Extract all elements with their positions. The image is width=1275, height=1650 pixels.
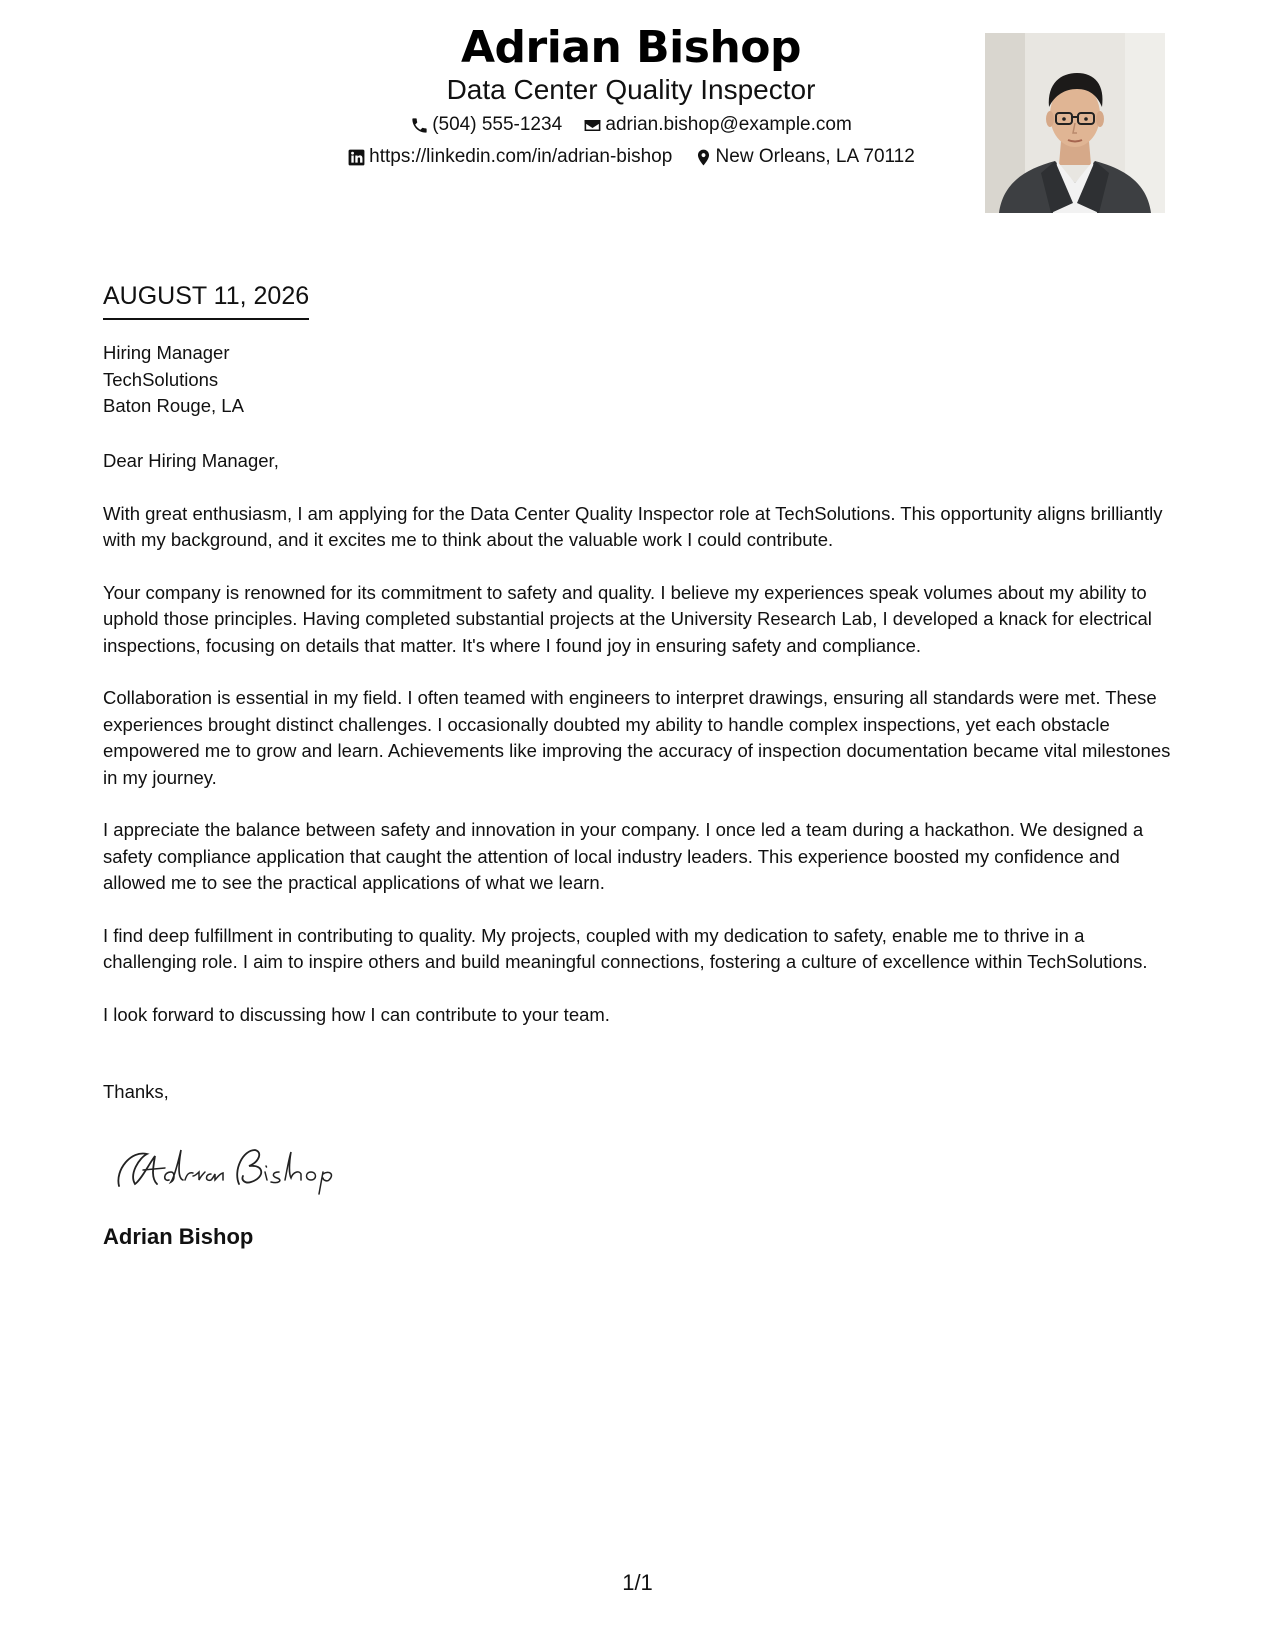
applicant-name: Adrian Bishop bbox=[460, 22, 802, 73]
recipient-block bbox=[103, 340, 244, 420]
phone-icon bbox=[410, 116, 429, 135]
contact-phone bbox=[410, 112, 562, 138]
map-pin-icon bbox=[694, 148, 713, 167]
signer-name: Adrian Bishop bbox=[103, 1224, 254, 1249]
email-text: adrian.bishop@example.com bbox=[605, 114, 852, 135]
salutation: Dear Hiring Manager, bbox=[103, 450, 279, 471]
closing-phrase: Thanks, bbox=[103, 1081, 169, 1102]
location-text: New Orleans, LA 70112 bbox=[715, 146, 915, 167]
signature-image bbox=[113, 1140, 353, 1196]
applicant-role: Data Center Quality Inspector bbox=[446, 74, 816, 105]
recipient-company: TechSolutions bbox=[103, 368, 219, 390]
linkedin-text: https://linkedin.com/in/adrian-bishop bbox=[369, 146, 673, 167]
recipient-title: Hiring Manager bbox=[103, 342, 230, 363]
phone-text: (504) 555-1234 bbox=[432, 114, 563, 135]
profile-photo-image bbox=[985, 33, 1165, 213]
paragraph-4: I appreciate the balance between safety and innovation in your company. I once led a team during a hackathon. We designed a safety compliance application that caught the attention of local industry leaders. This experience boosted my confidence and allowed me to see the practical applications of what we learn. bbox=[103, 819, 1144, 893]
envelope-icon bbox=[583, 116, 602, 135]
paragraph-3: Collaboration is essential in my field. I often teamed with engineers to interpret drawings, ensuring all standards were met. These experiences brought distinct challenges. I occasionally doubted my ability to handle complex inspections, yet each obstacle empowered me to grow and learn. Achievements like improving the accuracy of inspection documentation became vital milestones in my journey. bbox=[103, 687, 1171, 788]
contact-email bbox=[583, 112, 851, 138]
page-number: 1/1 bbox=[622, 1570, 653, 1595]
contact-location bbox=[694, 144, 915, 170]
letter-body bbox=[103, 448, 1183, 1054]
letter-date: AUGUST 11, 2026 bbox=[103, 280, 309, 320]
recipient-location: Baton Rouge, LA bbox=[103, 395, 244, 416]
handwritten-signature bbox=[113, 1140, 353, 1196]
paragraph-2: Your company is renowned for its commitment to safety and quality. I believe my experiences speak volumes about my ability to uphold those principles. Having completed substantial projects at the University Research Lab, I developed a knack for electrical inspections, focusing on details that matter. It's where I found joy in ensuring safety and compliance. bbox=[103, 581, 1152, 656]
linkedin-icon bbox=[347, 148, 366, 167]
paragraph-6: I look forward to discussing how I can contribute to your team. bbox=[103, 1003, 610, 1025]
paragraph-5: I find deep fulfillment in contributing to quality. My projects, coupled with my dedication to safety, enable me to thrive in a challenging role. I aim to inspire others and build meaningful connections, fostering a culture of excellence within TechSolutions. bbox=[103, 924, 1148, 972]
paragraph-1: With great enthusiasm, I am applying for the Data Center Quality Inspector role at TechSolutions. This opportunity aligns brilliantly with my background, and it excites me to think about the valuable work I could contribute. bbox=[103, 502, 1163, 550]
contact-linkedin bbox=[347, 144, 672, 170]
profile-photo bbox=[985, 33, 1165, 213]
